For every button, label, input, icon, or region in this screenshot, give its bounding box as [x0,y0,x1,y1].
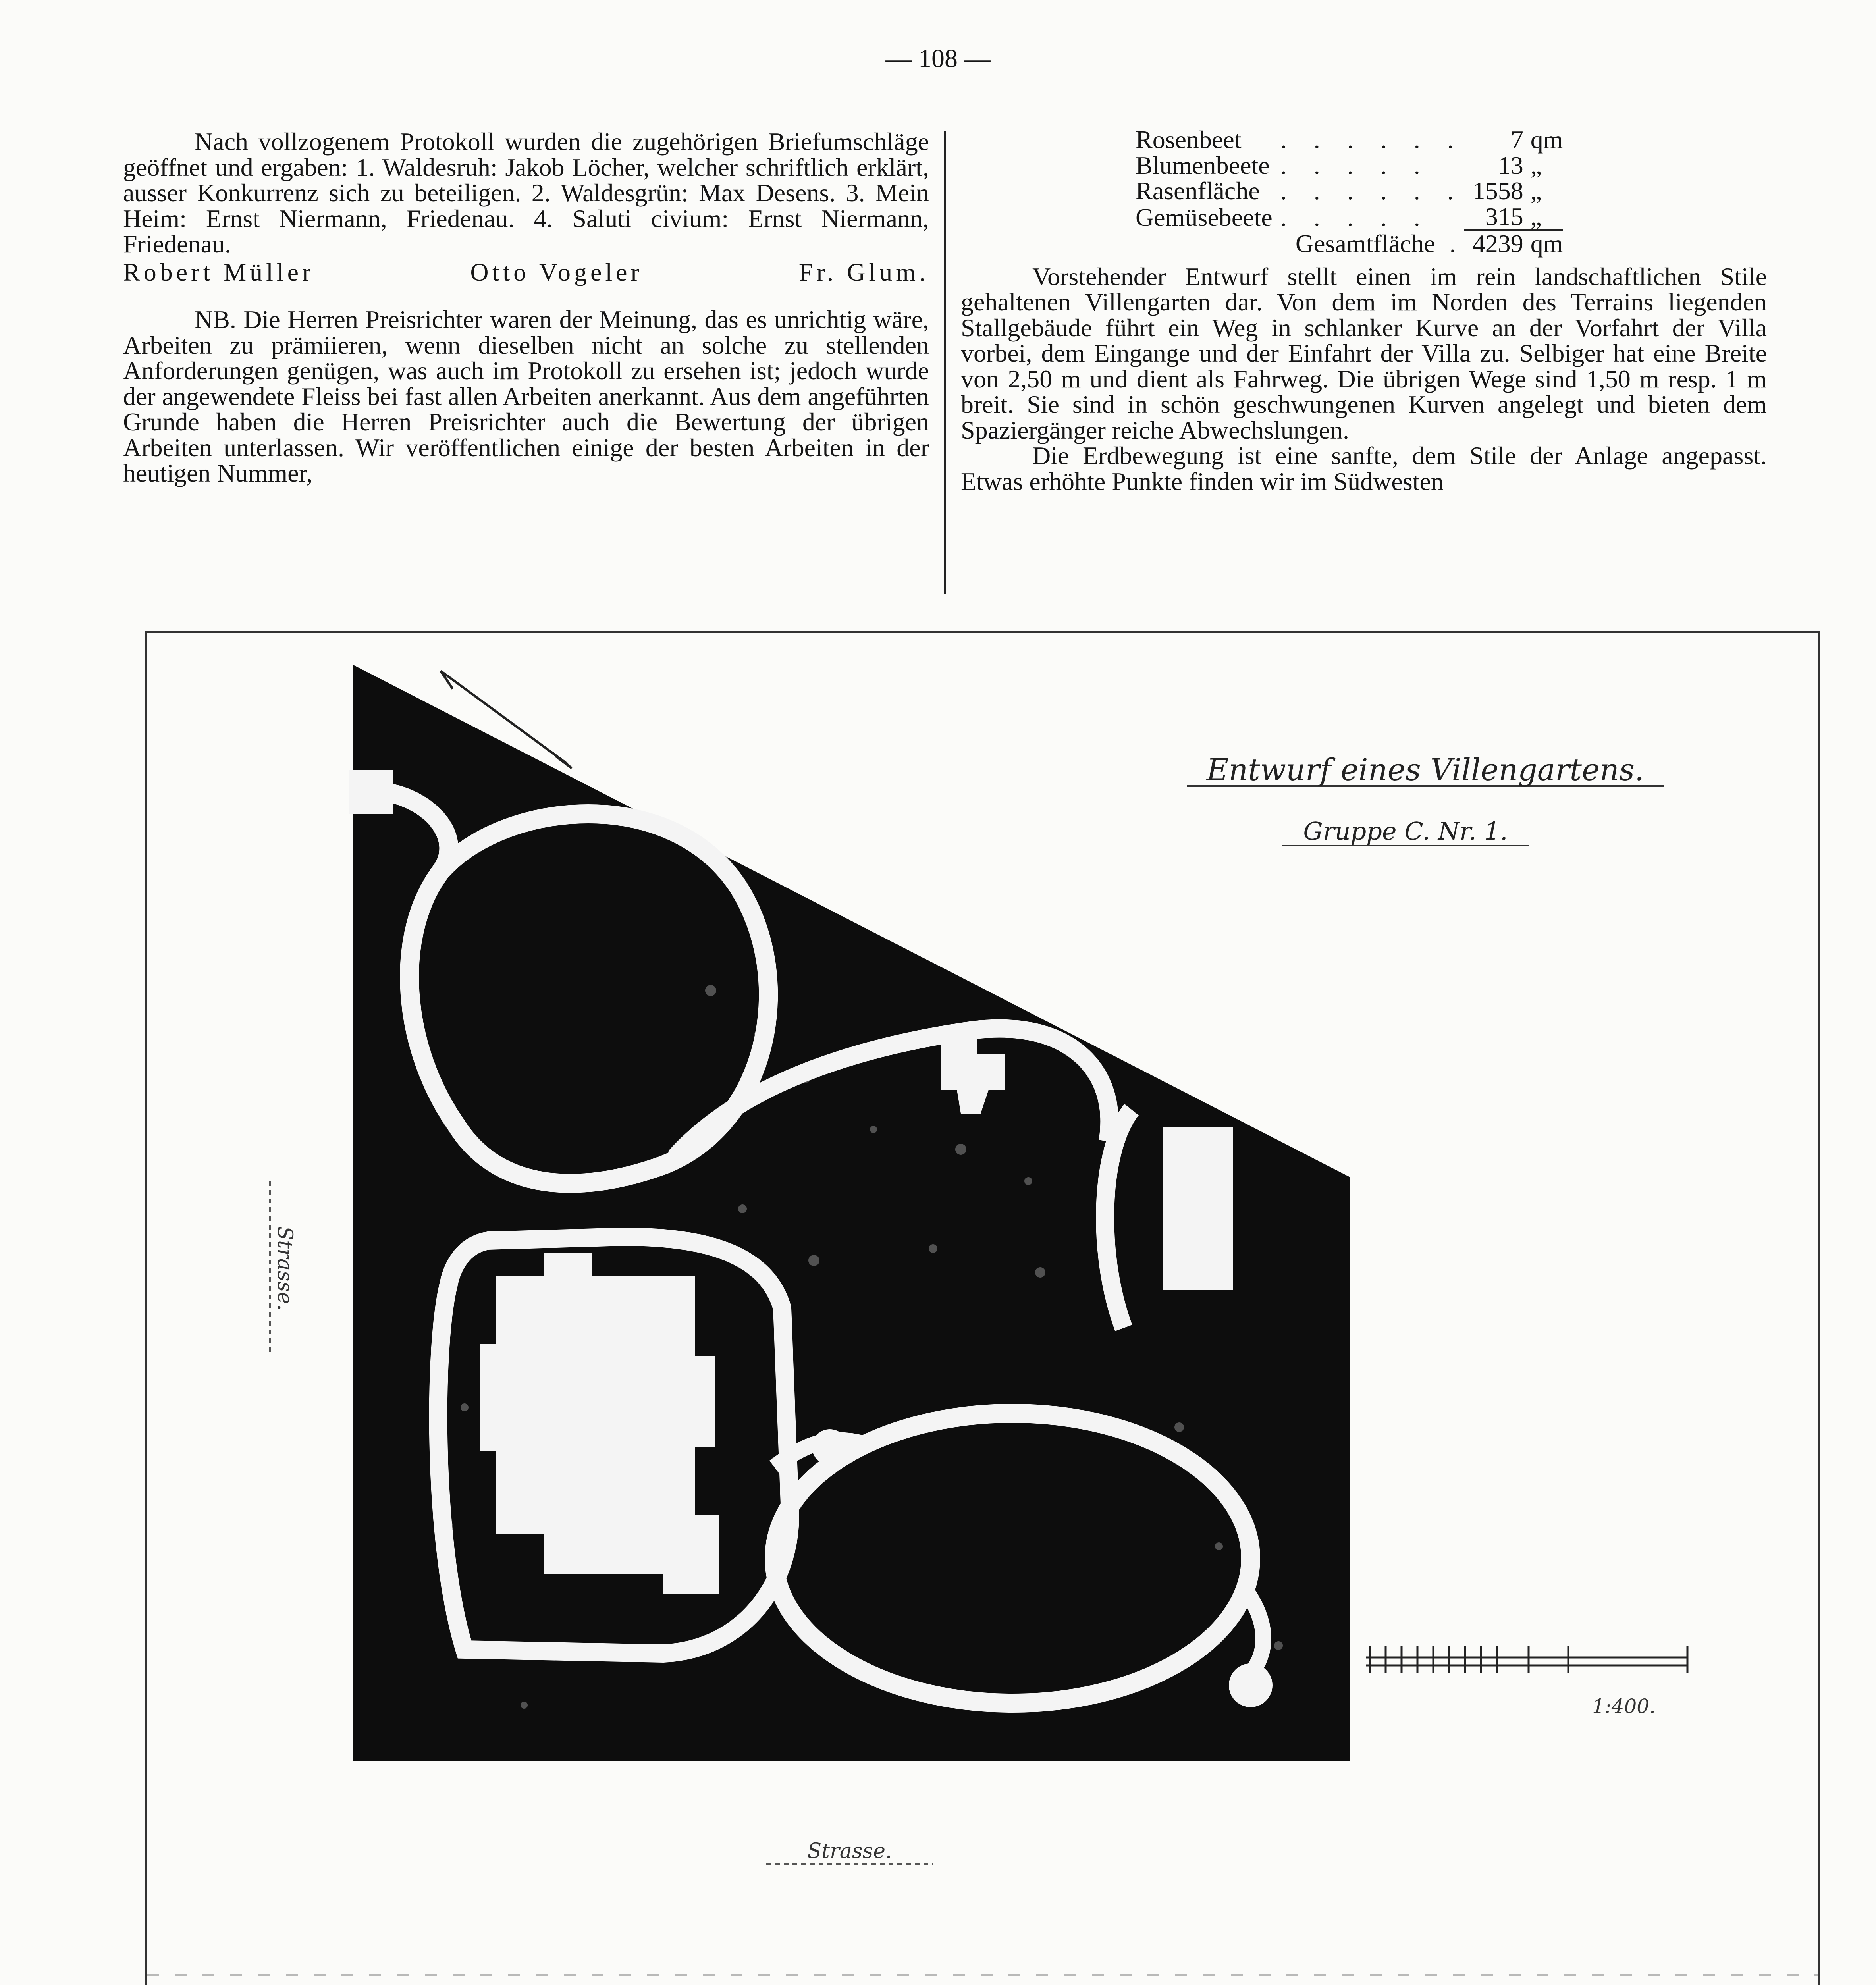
protocol-paragraph: Nach vollzogenem Protokoll wurden die zugehörigen Briefumschläge geöffnet und ergaben: 1. Waldesruh: Jakob Löcher, welcher schriftlich erklärt, ausser Konkurrenz sich zu beteiligen. 2. Waldesgrün: Max Desens. 3. Mein Heim: Ernst Niermann, Friedenau. 4. Saluti civium: Ernst Niermann, Friedenau. [123,127,929,258]
area-dots: . . . . . [1280,151,1431,179]
total-dot: . [1449,229,1456,258]
total-value: 4239 [1472,229,1523,258]
area-label: Rosenbeet [1136,125,1242,154]
nb-paragraph: NB. Die Herren Preisrichter waren der Meinung, das es unrichtig wäre, Arbeiten zu prämiieren, wenn dieselben nicht an solche zu stellenden Anforderungen genügen, was auch im Protokoll zu ersehen ist; jedoch wurde der angewendete Fleiss bei fast allen Arbeiten anerkannt. Aus dem angeführten Grunde haben die Herren Preisrichter auch die Bewertung der übrigen Arbeiten unterlassen. Wir veröffentlichen einige der besten Arbeiten in der heutigen Nummer, [123,305,929,487]
scale-bar [1366,1646,1687,1673]
area-unit: qm [1530,125,1563,154]
sitting-place [1229,1663,1273,1707]
area-label: Blumenbeete [1136,151,1270,179]
total-unit: qm [1530,229,1563,258]
area-label: Gemüsebeete [1136,203,1273,231]
area-dots: . . . . . . [1280,125,1464,154]
top-left-column [123,129,929,486]
street-left-label: Strasse. [273,1226,297,1311]
signature-1: Robert Müller [123,258,314,286]
area-table [1136,127,1563,257]
area-row [1136,178,1563,204]
signature-3: Fr. Glum. [798,258,929,286]
area-total-row [1136,230,1563,257]
area-unit: „ [1530,177,1542,205]
signatures [123,260,929,285]
area-value: 1558 [1472,177,1523,205]
total-label: Gesamtfläche [1295,229,1435,258]
area-dots: . . . . . [1280,203,1431,231]
description-paragraph: Vorstehender Entwurf stellt einen im rein landschaftlichen Stile gehaltenen Villengarten dar. Von dem im Norden des Terrains liegenden Stallgebäude führt ein Weg in schlanker Kurve an der Vorfahrt der Villa vorbei, dem Eingange und der Einfahrt der Villa zu. Selbiger hat eine Breite von 2,50 m und dient als Fahrweg. Die übrigen Wege sind 1,50 m resp. 1 m breit. Sie sind in schön geschwungenen Kurven angelegt und bieten dem Spaziergänger reiche Abwechslungen. [961,262,1767,444]
entrance-square [349,770,393,814]
scale-label: 1:400. [1592,1695,1656,1718]
street-bottom-label: Strasse. [807,1839,892,1863]
stable-building [1163,1127,1233,1290]
page-number: — 108 — [885,44,991,73]
signature-2: Otto Vogeler [470,258,643,286]
area-row [1136,153,1563,179]
area-value: 13 [1498,151,1523,179]
plan-subtitle: Gruppe C. Nr. 1. [1303,817,1508,846]
area-unit: „ [1523,204,1563,231]
area-label: Rasenfläche [1136,177,1260,205]
area-row [1136,127,1563,153]
area-row [1136,204,1563,231]
flowerbed [812,1429,848,1465]
top-right-column [961,127,1767,494]
column-divider-top [944,131,946,594]
earthwork-paragraph: Die Erdbewegung ist eine sanfte, dem Stile der Anlage angepasst. Etwas erhöhte Punkte finden wir im Südwesten [961,441,1767,495]
area-value: 7 [1510,125,1523,154]
area-dots: . . . . . . [1280,177,1464,205]
area-value: 315 [1464,204,1523,231]
plan-title: Entwurf eines Villengartens. [1206,752,1645,787]
garden-plan-figure [145,631,1820,1985]
garden-plan-drawing [147,633,1818,1985]
area-unit: „ [1530,151,1542,179]
